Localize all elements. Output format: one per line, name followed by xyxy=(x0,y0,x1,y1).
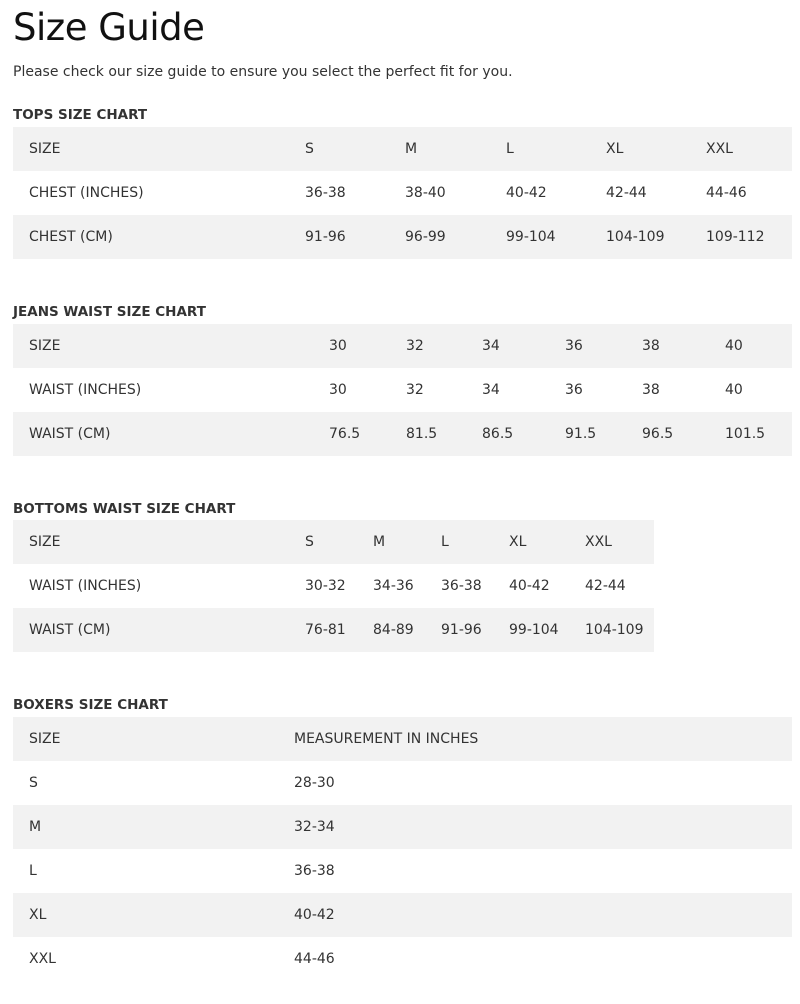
table-cell: 42-44 xyxy=(585,564,654,608)
table-header-row xyxy=(13,324,792,368)
table-cell: S xyxy=(13,761,294,805)
table-cell: 101.5 xyxy=(725,412,792,456)
jeans-size-table xyxy=(13,324,792,456)
table-header-cell: L xyxy=(441,520,509,564)
table-cell: 42-44 xyxy=(606,171,706,215)
table-cell: 109-112 xyxy=(706,215,792,259)
table-row xyxy=(13,171,792,215)
table-cell: 91-96 xyxy=(305,215,405,259)
table-cell: 36-38 xyxy=(294,849,792,893)
table-cell: 96.5 xyxy=(642,412,725,456)
table-header-cell: SIZE xyxy=(13,717,294,761)
table-cell: 99-104 xyxy=(506,215,606,259)
table-header-cell: 40 xyxy=(725,324,792,368)
table-cell: 44-46 xyxy=(294,937,792,981)
table-header-cell: XXL xyxy=(706,127,792,171)
table-cell: 30-32 xyxy=(305,564,373,608)
table-header-cell: SIZE xyxy=(13,520,305,564)
table-cell: 38 xyxy=(642,368,725,412)
table-cell: WAIST (INCHES) xyxy=(13,564,305,608)
table-cell: WAIST (INCHES) xyxy=(13,368,329,412)
table-header-cell: SIZE xyxy=(13,127,305,171)
table-header-cell: 38 xyxy=(642,324,725,368)
table-cell: L xyxy=(13,849,294,893)
table-cell: 40-42 xyxy=(509,564,585,608)
table-header-cell: XL xyxy=(606,127,706,171)
table-cell: 28-30 xyxy=(294,761,792,805)
table-cell: 30 xyxy=(329,368,406,412)
table-row xyxy=(13,368,792,412)
table-header-cell: MEASUREMENT IN INCHES xyxy=(294,717,792,761)
table-row xyxy=(13,608,654,652)
table-row xyxy=(13,412,792,456)
intro-text: Please check our size guide to ensure you select the perfect fit for you. xyxy=(13,64,513,80)
table-header-cell: S xyxy=(305,127,405,171)
table-row xyxy=(13,805,792,849)
table-cell: 76.5 xyxy=(329,412,406,456)
table-cell: 76-81 xyxy=(305,608,373,652)
table-cell: CHEST (INCHES) xyxy=(13,171,305,215)
table-cell: 40 xyxy=(725,368,792,412)
bottoms-size-table xyxy=(13,520,654,652)
table-cell: 36-38 xyxy=(441,564,509,608)
table-row xyxy=(13,893,792,937)
table-header-cell: L xyxy=(506,127,606,171)
table-row xyxy=(13,849,792,893)
table-header-cell: SIZE xyxy=(13,324,329,368)
table-cell: 32 xyxy=(406,368,482,412)
table-cell: 99-104 xyxy=(509,608,585,652)
tops-chart-title: TOPS SIZE CHART xyxy=(13,107,148,123)
table-header-cell: M xyxy=(373,520,441,564)
table-cell: 104-109 xyxy=(606,215,706,259)
table-cell: CHEST (CM) xyxy=(13,215,305,259)
table-cell: 86.5 xyxy=(482,412,565,456)
table-cell: WAIST (CM) xyxy=(13,412,329,456)
table-cell: 40-42 xyxy=(294,893,792,937)
table-row xyxy=(13,215,792,259)
table-row xyxy=(13,564,654,608)
table-header-cell: XXL xyxy=(585,520,654,564)
table-header-cell: 36 xyxy=(565,324,642,368)
table-cell: WAIST (CM) xyxy=(13,608,305,652)
page-title: Size Guide xyxy=(13,6,205,49)
boxers-size-table xyxy=(13,717,792,981)
table-header-cell: XL xyxy=(509,520,585,564)
table-cell: XXL xyxy=(13,937,294,981)
table-header-cell: S xyxy=(305,520,373,564)
tops-size-table xyxy=(13,127,792,259)
table-cell: 84-89 xyxy=(373,608,441,652)
table-cell: 91.5 xyxy=(565,412,642,456)
table-header-cell: 30 xyxy=(329,324,406,368)
table-cell: 91-96 xyxy=(441,608,509,652)
table-cell: 96-99 xyxy=(405,215,506,259)
table-cell: 40-42 xyxy=(506,171,606,215)
table-cell: 34 xyxy=(482,368,565,412)
table-cell: 104-109 xyxy=(585,608,654,652)
table-cell: M xyxy=(13,805,294,849)
table-header-row xyxy=(13,127,792,171)
table-header-cell: 32 xyxy=(406,324,482,368)
table-header-cell: M xyxy=(405,127,506,171)
jeans-chart-title: JEANS WAIST SIZE CHART xyxy=(13,304,206,320)
table-cell: 34-36 xyxy=(373,564,441,608)
table-cell: 38-40 xyxy=(405,171,506,215)
table-cell: XL xyxy=(13,893,294,937)
table-row xyxy=(13,937,792,981)
table-cell: 36 xyxy=(565,368,642,412)
boxers-chart-title: BOXERS SIZE CHART xyxy=(13,697,168,713)
table-row xyxy=(13,761,792,805)
bottoms-chart-title: BOTTOMS WAIST SIZE CHART xyxy=(13,501,236,517)
table-header-row xyxy=(13,520,654,564)
table-header-cell: 34 xyxy=(482,324,565,368)
table-cell: 44-46 xyxy=(706,171,792,215)
table-cell: 81.5 xyxy=(406,412,482,456)
table-cell: 32-34 xyxy=(294,805,792,849)
table-header-row xyxy=(13,717,792,761)
table-cell: 36-38 xyxy=(305,171,405,215)
